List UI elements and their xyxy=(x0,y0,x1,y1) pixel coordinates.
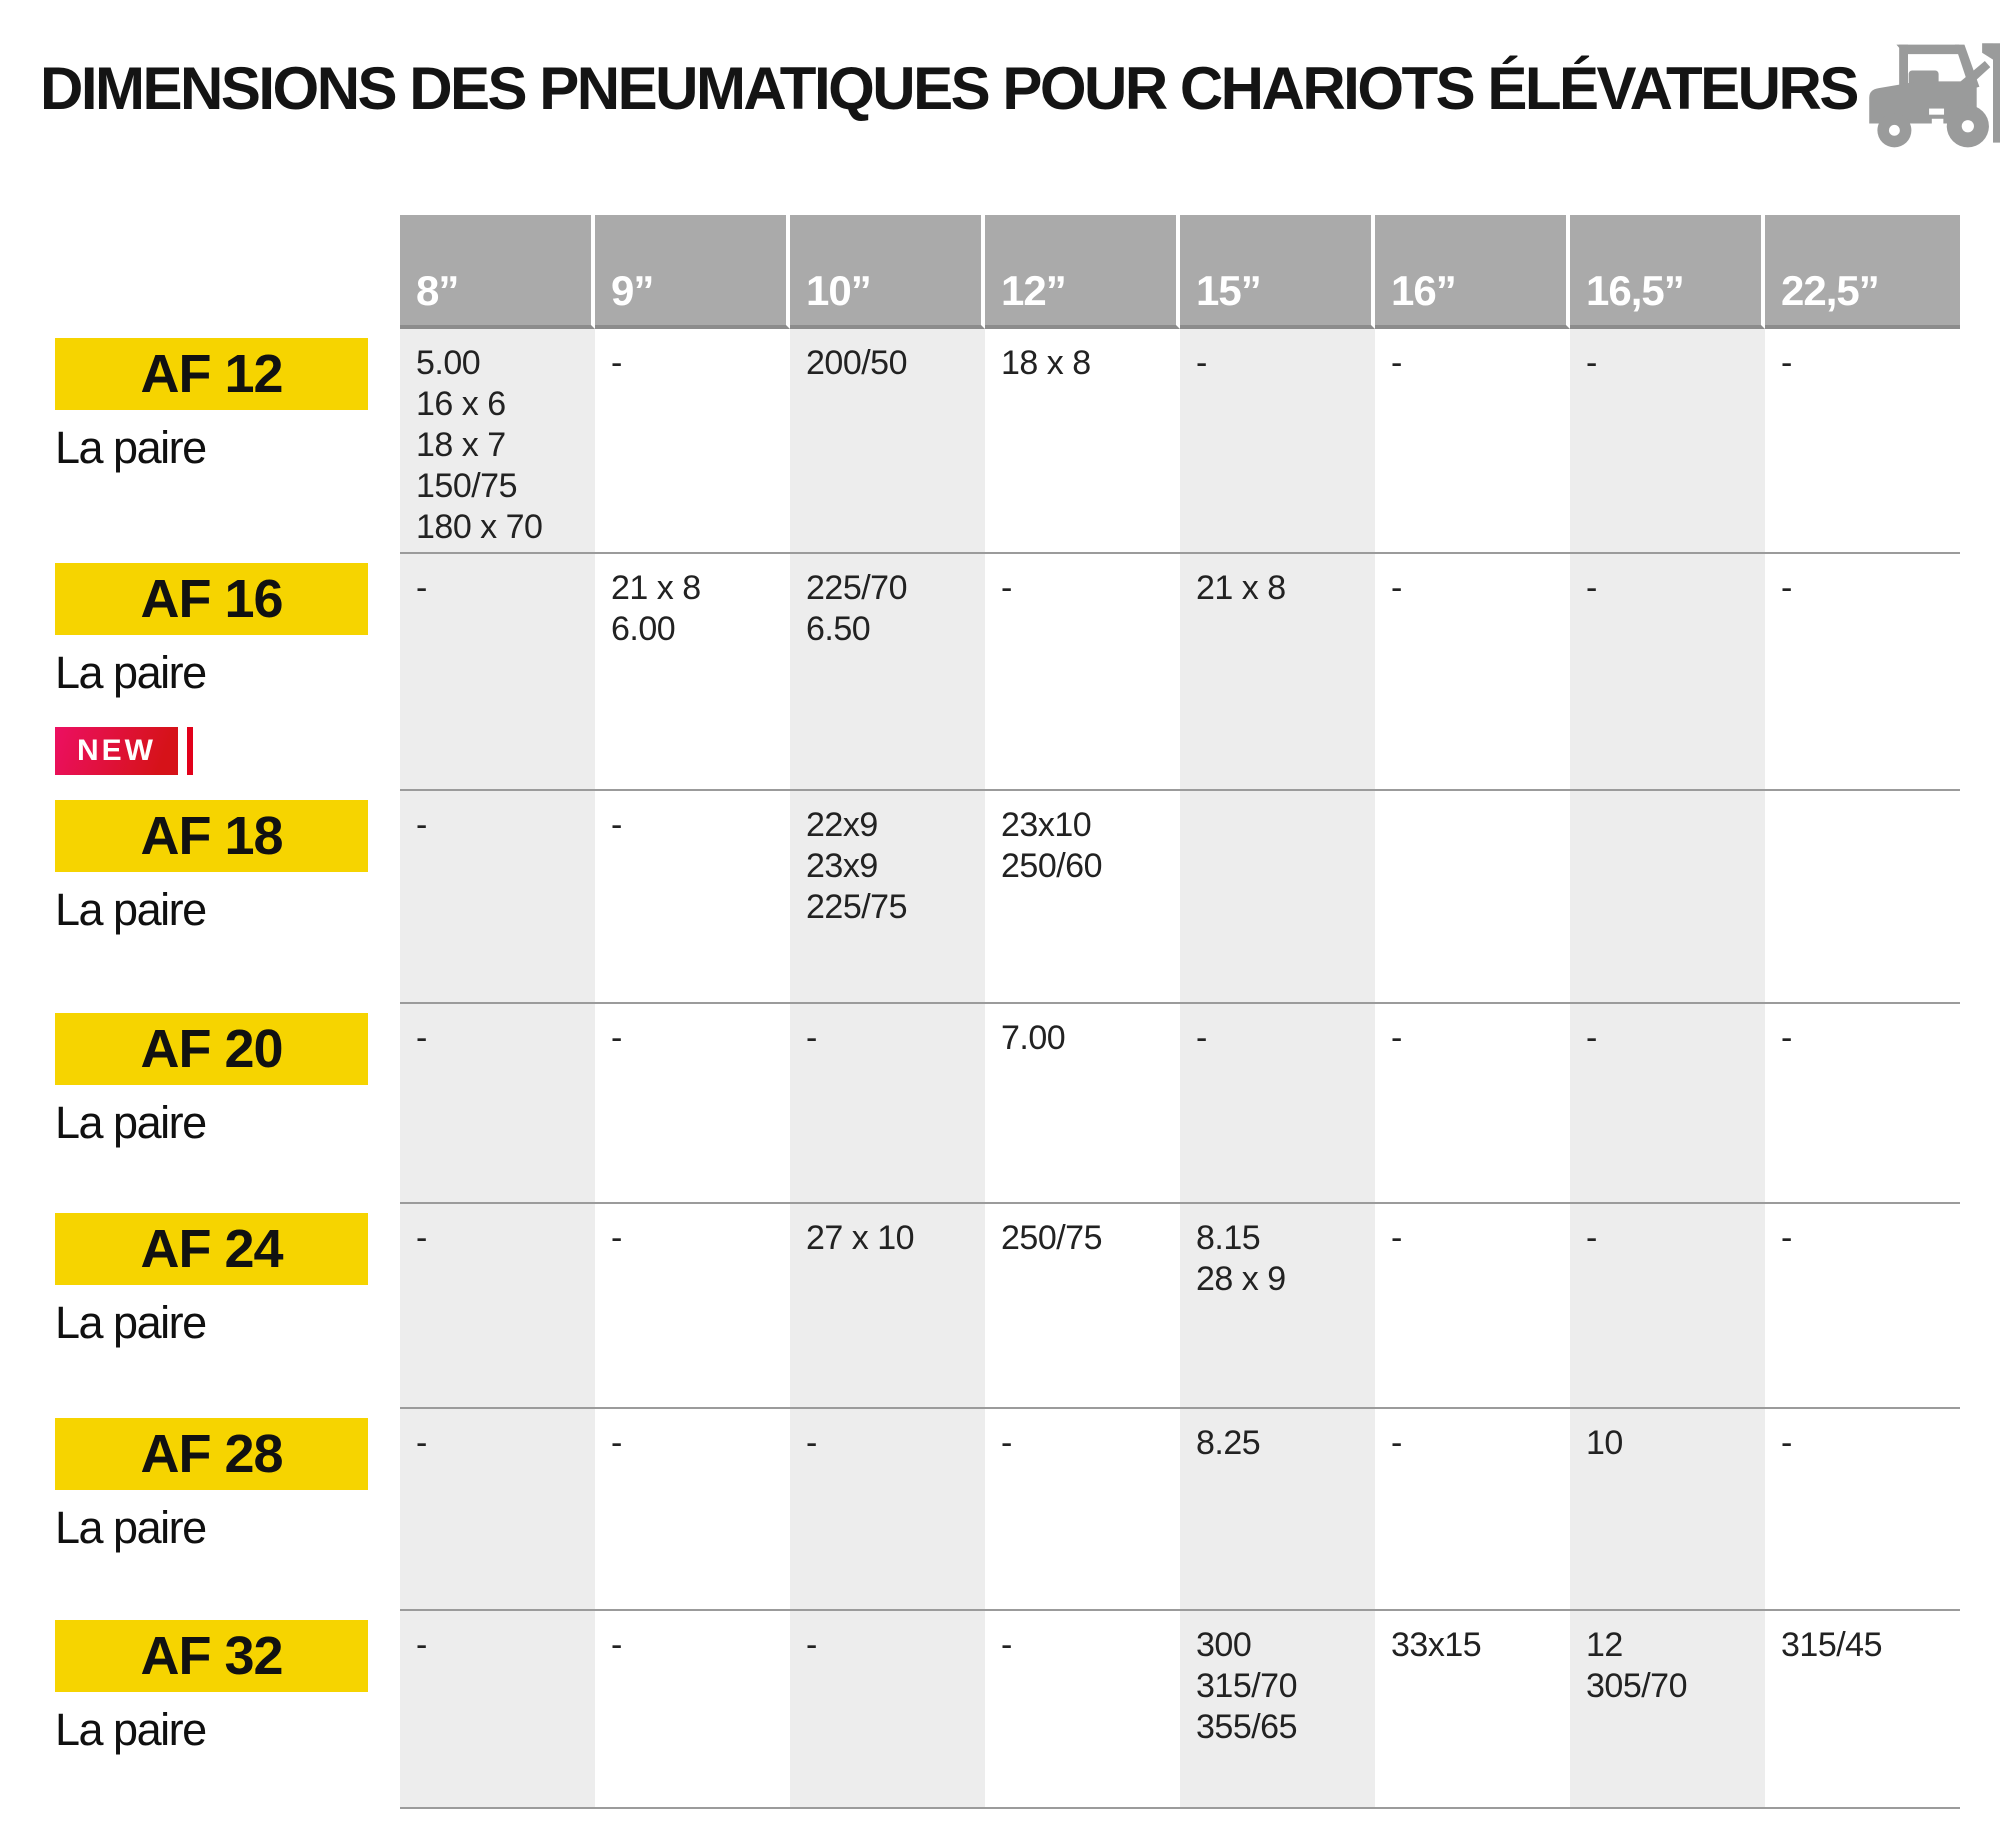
table-cell xyxy=(595,1204,790,1409)
cell-value: 300 xyxy=(1196,1626,1252,1664)
table-cell xyxy=(595,329,790,554)
cell-value: 355/65 xyxy=(1196,1708,1297,1746)
cell-value: - xyxy=(416,569,427,607)
table-cell xyxy=(1570,791,1765,1004)
cell-value: 6.00 xyxy=(611,610,676,648)
table-cell xyxy=(400,1204,595,1409)
cell-value: 315/45 xyxy=(1781,1626,1882,1664)
cell-value: 33x15 xyxy=(1391,1626,1482,1664)
table-cell xyxy=(400,1004,595,1204)
table-cell xyxy=(985,1611,1180,1809)
unit-label: La paire xyxy=(55,1097,206,1148)
cell-value: - xyxy=(1781,344,1792,382)
cell-value: 8.25 xyxy=(1196,1424,1261,1462)
row-label-af-18 xyxy=(40,734,400,1004)
cell-value: 8.15 xyxy=(1196,1219,1261,1257)
table-cell xyxy=(985,1204,1180,1409)
table-cell xyxy=(1375,791,1570,1004)
row-label-af-12 xyxy=(40,329,400,554)
tyre-dimensions-table xyxy=(40,215,2000,1809)
cell-value: - xyxy=(806,1424,817,1462)
model-badge: AF 28 xyxy=(55,1418,368,1490)
table-cell xyxy=(790,1204,985,1409)
cell-value: - xyxy=(1001,569,1012,607)
cell-value: 250/60 xyxy=(1001,847,1102,885)
table-cell xyxy=(1765,1409,1960,1611)
table-cell xyxy=(1375,329,1570,554)
table-cell xyxy=(790,329,985,554)
table-cell xyxy=(1570,1204,1765,1409)
table-corner xyxy=(40,215,400,329)
model-badge: AF 24 xyxy=(55,1213,368,1285)
cell-value: 250/75 xyxy=(1001,1219,1102,1257)
cell-value: - xyxy=(1001,1626,1012,1664)
forklift-icon xyxy=(1857,34,2000,165)
table-cell xyxy=(595,791,790,1004)
table-cell xyxy=(1570,329,1765,554)
cell-value: - xyxy=(611,1424,622,1462)
table-cell xyxy=(595,1409,790,1611)
table-cell xyxy=(1765,554,1960,791)
cell-value: - xyxy=(416,1219,427,1257)
table-cell xyxy=(1180,1611,1375,1809)
column-header: 9” xyxy=(595,215,790,329)
cell-value: 6.50 xyxy=(806,610,871,648)
column-header: 22,5” xyxy=(1765,215,1960,329)
table-cell xyxy=(595,1611,790,1809)
table-cell xyxy=(1765,329,1960,554)
unit-label: La paire xyxy=(55,647,206,698)
table-cell xyxy=(595,1004,790,1204)
table-cell xyxy=(790,1004,985,1204)
table-cell xyxy=(400,1409,595,1611)
table-cell xyxy=(985,1409,1180,1611)
cell-value: 305/70 xyxy=(1586,1667,1687,1705)
table-cell xyxy=(985,329,1180,554)
model-badge: AF 18 xyxy=(55,800,368,872)
table-cell xyxy=(790,554,985,791)
cell-value: - xyxy=(1781,1424,1792,1462)
cell-value: 12 xyxy=(1586,1626,1623,1664)
cell-value: 7.00 xyxy=(1001,1019,1066,1057)
cell-value: - xyxy=(1391,344,1402,382)
table-cell xyxy=(1375,1611,1570,1809)
column-header: 8” xyxy=(400,215,595,329)
cell-value: - xyxy=(1391,1424,1402,1462)
table-cell xyxy=(1765,1611,1960,1809)
cell-value: 10 xyxy=(1586,1424,1623,1462)
cell-value: - xyxy=(1391,1219,1402,1257)
cell-value: 16 x 6 xyxy=(416,385,506,423)
title-row xyxy=(0,0,2000,165)
model-badge: AF 32 xyxy=(55,1620,368,1692)
cell-value: - xyxy=(806,1626,817,1664)
unit-label: La paire xyxy=(55,1502,206,1553)
table-cell xyxy=(400,329,595,554)
column-header: 10” xyxy=(790,215,985,329)
table-cell xyxy=(1375,1409,1570,1611)
table-cell xyxy=(790,791,985,1004)
cell-value: 225/70 xyxy=(806,569,907,607)
table-cell xyxy=(985,791,1180,1004)
cell-value: - xyxy=(1391,1019,1402,1057)
table-cell xyxy=(400,1611,595,1809)
row-label-af-28 xyxy=(40,1409,400,1611)
row-label-af-24 xyxy=(40,1204,400,1409)
cell-value: 22x9 xyxy=(806,806,878,844)
cell-value: - xyxy=(611,806,622,844)
table-cell xyxy=(985,1004,1180,1204)
table-cell xyxy=(1765,1204,1960,1409)
table-cell xyxy=(400,554,595,791)
row-label-af-32 xyxy=(40,1611,400,1809)
cell-value: 315/70 xyxy=(1196,1667,1297,1705)
column-header: 15” xyxy=(1180,215,1375,329)
cell-value: - xyxy=(1196,1019,1207,1057)
table-cell xyxy=(1765,1004,1960,1204)
new-badge-accent-bar xyxy=(187,727,193,775)
cell-value: 18 x 8 xyxy=(1001,344,1091,382)
column-header: 12” xyxy=(985,215,1180,329)
unit-label: La paire xyxy=(55,422,206,473)
new-badge xyxy=(55,727,193,775)
cell-value: - xyxy=(416,1424,427,1462)
cell-value: - xyxy=(1586,569,1597,607)
cell-value: - xyxy=(611,1219,622,1257)
table-cell xyxy=(1570,1409,1765,1611)
cell-value: - xyxy=(1391,569,1402,607)
column-header: 16” xyxy=(1375,215,1570,329)
table-cell xyxy=(790,1409,985,1611)
cell-value: - xyxy=(416,806,427,844)
table-cell xyxy=(1180,1409,1375,1611)
cell-value: 18 x 7 xyxy=(416,426,506,464)
table-cell xyxy=(1375,1204,1570,1409)
cell-value: - xyxy=(1586,1019,1597,1057)
model-badge: AF 20 xyxy=(55,1013,368,1085)
cell-value: - xyxy=(1196,344,1207,382)
cell-value: - xyxy=(1781,1219,1792,1257)
cell-value: 225/75 xyxy=(806,888,907,926)
cell-value: 5.00 xyxy=(416,344,481,382)
cell-value: 28 x 9 xyxy=(1196,1260,1286,1298)
table-cell xyxy=(1180,791,1375,1004)
cell-value: 180 x 70 xyxy=(416,508,543,546)
table-cell xyxy=(1180,1204,1375,1409)
cell-value: 27 x 10 xyxy=(806,1219,915,1257)
table-cell xyxy=(1375,554,1570,791)
table-cell xyxy=(595,554,790,791)
table-cell xyxy=(1570,554,1765,791)
table-cell xyxy=(1180,329,1375,554)
unit-label: La paire xyxy=(55,1297,206,1348)
column-header: 16,5” xyxy=(1570,215,1765,329)
cell-value: - xyxy=(1001,1424,1012,1462)
table-cell xyxy=(1570,1004,1765,1204)
cell-value: - xyxy=(806,1019,817,1057)
table-cell xyxy=(1180,1004,1375,1204)
table-cell xyxy=(1765,791,1960,1004)
cell-value: 150/75 xyxy=(416,467,517,505)
page-title: DIMENSIONS DES PNEUMATIQUES POUR CHARIOTS ÉLÉVATEURS xyxy=(40,55,1857,122)
cell-value: - xyxy=(611,344,622,382)
cell-value: - xyxy=(611,1626,622,1664)
new-badge-label: NEW xyxy=(55,727,178,775)
table-cell xyxy=(400,791,595,1004)
cell-value: - xyxy=(1781,569,1792,607)
cell-value: 21 x 8 xyxy=(1196,569,1286,607)
cell-value: - xyxy=(1586,1219,1597,1257)
table-cell xyxy=(1375,1004,1570,1204)
cell-value: - xyxy=(416,1019,427,1057)
cell-value: 200/50 xyxy=(806,344,907,382)
cell-value: 23x10 xyxy=(1001,806,1092,844)
table-cell xyxy=(1180,554,1375,791)
cell-value: - xyxy=(1781,1019,1792,1057)
model-badge: AF 12 xyxy=(55,338,368,410)
cell-value: 23x9 xyxy=(806,847,878,885)
table-cell xyxy=(790,1611,985,1809)
cell-value: - xyxy=(611,1019,622,1057)
unit-label: La paire xyxy=(55,1704,206,1755)
row-label-af-20 xyxy=(40,1004,400,1204)
cell-value: - xyxy=(1586,344,1597,382)
unit-label: La paire xyxy=(55,884,206,935)
cell-value: - xyxy=(416,1626,427,1664)
table-cell xyxy=(1570,1611,1765,1809)
table-cell xyxy=(985,554,1180,791)
model-badge: AF 16 xyxy=(55,563,368,635)
cell-value: 21 x 8 xyxy=(611,569,701,607)
